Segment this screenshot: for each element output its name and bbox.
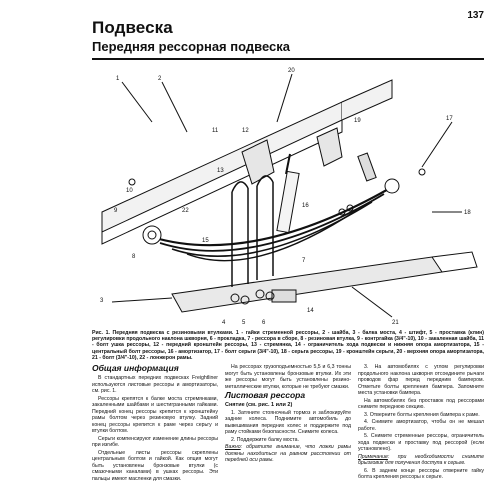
column-leaf-spring (225, 364, 351, 465)
callout-7: 7 (302, 258, 306, 264)
callout-12: 12 (242, 128, 249, 134)
callout-11: 11 (212, 128, 219, 134)
step: 6. В заднем конце рессоры отверните гайку болта крепления рессоры к серьге. (358, 467, 484, 480)
callout-18: 18 (464, 210, 471, 216)
callout-13: 13 (217, 168, 224, 174)
paragraph: Рессоры крепятся к балке моста стремянками, закаленными шайбами и шестигранными гайками. Передний конец рессоры крепится к кронштейну рамы болтом через резиновую втулку. Задний конец рессоры крепится к раме через серьгу и втулки болтом. (92, 395, 218, 434)
callout-15: 15 (202, 238, 209, 244)
callout-21: 21 (392, 320, 399, 326)
page-number: 137 (467, 10, 484, 21)
suspension-figure (92, 62, 484, 327)
paragraph: В стандартных передних подвесках Freightliner используются листовые рессоры и амортизаторы, см. рис. 1. (92, 375, 218, 394)
callout-10: 10 (126, 188, 133, 194)
callout-4: 4 (222, 320, 226, 326)
figure-caption: Рис. 1. Передняя подвеска с резиновыми втулками. 1 - гайки стременной рессоры, 2 - шайба, 3 - балка моста, 4 - штифт, 5 - проставка (клин) регулировки продольного наклона шкворня, 6 - прокладка, 7 - рессора в сборе, 8 - резиновая втулка, 9 - контргайка (3/4"-10), 10 - закаленная шайба, 11 - болт ушка рессоры, 12 - передний кронштейн рессоры, 13 - стремянка, 14 - ограничитель хода подвески и нижняя опора амортизатора, 15 - центральный болт рессоры, 16 - амортизатор, 17 - болт серьги (3/4"-10), 18 - серьга рессоры, 19 - кронштейн серьги, 20 - верхняя опора амортизатора, 21 - болт (3/4"-10), 22 - лонжерон рамы. (92, 330, 484, 361)
callout-19: 19 (354, 118, 361, 124)
page-title: Подвеска (92, 18, 173, 37)
callout-6: 6 (262, 320, 266, 326)
subsection-title-removal: Снятие (см. рис. 1 или 2) (225, 402, 293, 408)
step: 3. На автомобилях с углом регулировки продольного наклона шкворня отсоедините рычаги проводов фар перед передним бампером. Отметьте болты крепления бампера. Запомните места установки бампера. (358, 364, 484, 396)
paragraph: На рессорах грузоподъемностью 5,5 и 6,3 тонны могут быть установлены бронзовые втулки. Их эти же рессоры могут быть установлены резино-металлические втулки, которые не требуют смазки. (225, 364, 351, 390)
paragraph: Отдельные листы рессоры скреплены центральным болтом и гайкой. Как опция могут быть установлены бронзовые втулки (с смазочными каналами) в ушках рессоры. Эти пальцы имеют масленки для смазки. (92, 449, 218, 482)
step: 4. Снимите амортизатор, чтобы он не мешал работе. (358, 419, 484, 432)
note-label: Примечание (358, 453, 388, 460)
step: 1. Затяните стояночный тормоз и заблокируйте задние колеса. Поднимите автомобиль до вывешивания передних колес и поддержите под раму стойками безопасности. Снимите колеса. (225, 409, 351, 435)
note-text: : при необходимости снимите брызговик для получения доступа к серьге. (358, 453, 484, 466)
callout-20: 20 (288, 68, 295, 74)
note-label: Важно (225, 444, 241, 450)
section-title-leaf-spring: Листовая рессора (225, 390, 306, 400)
callout-14: 14 (307, 308, 314, 314)
column-general-info (92, 364, 218, 483)
page-subtitle: Передняя рессорная подвеска (92, 39, 290, 54)
callout-2: 2 (158, 76, 162, 82)
callout-17: 17 (446, 116, 453, 122)
column-steps-continued (358, 364, 484, 482)
step: На автомобилях без проставок под рессорами снимите переднюю секцию. (358, 397, 484, 410)
suspension-drawing (92, 62, 484, 327)
note (225, 444, 351, 464)
title-rule (92, 58, 484, 60)
note-text: : обратите внимание, что ложки рамы должны находиться на равном расстоянии от передней оси рамы. (225, 444, 351, 463)
callout-16: 16 (302, 203, 309, 209)
paragraph: Серьги компенсируют изменение длины рессоры при изгибе. (92, 435, 218, 448)
callout-5: 5 (242, 320, 246, 326)
step: 2. Поддержите балку моста. (231, 436, 299, 443)
callout-3: 3 (100, 298, 104, 304)
step: 5. Снимите стременные рессоры, ограничитель хода подвески и проставку под рессорой (если установлено). (358, 433, 484, 452)
callout-1: 1 (116, 76, 120, 82)
callout-8: 8 (132, 254, 136, 260)
step: 3. Отверните болты крепления бампера к раме. (364, 411, 480, 418)
callout-9: 9 (114, 208, 118, 214)
callout-22: 22 (182, 208, 189, 214)
note (358, 454, 484, 467)
section-title-general: Общая информация (92, 363, 179, 373)
